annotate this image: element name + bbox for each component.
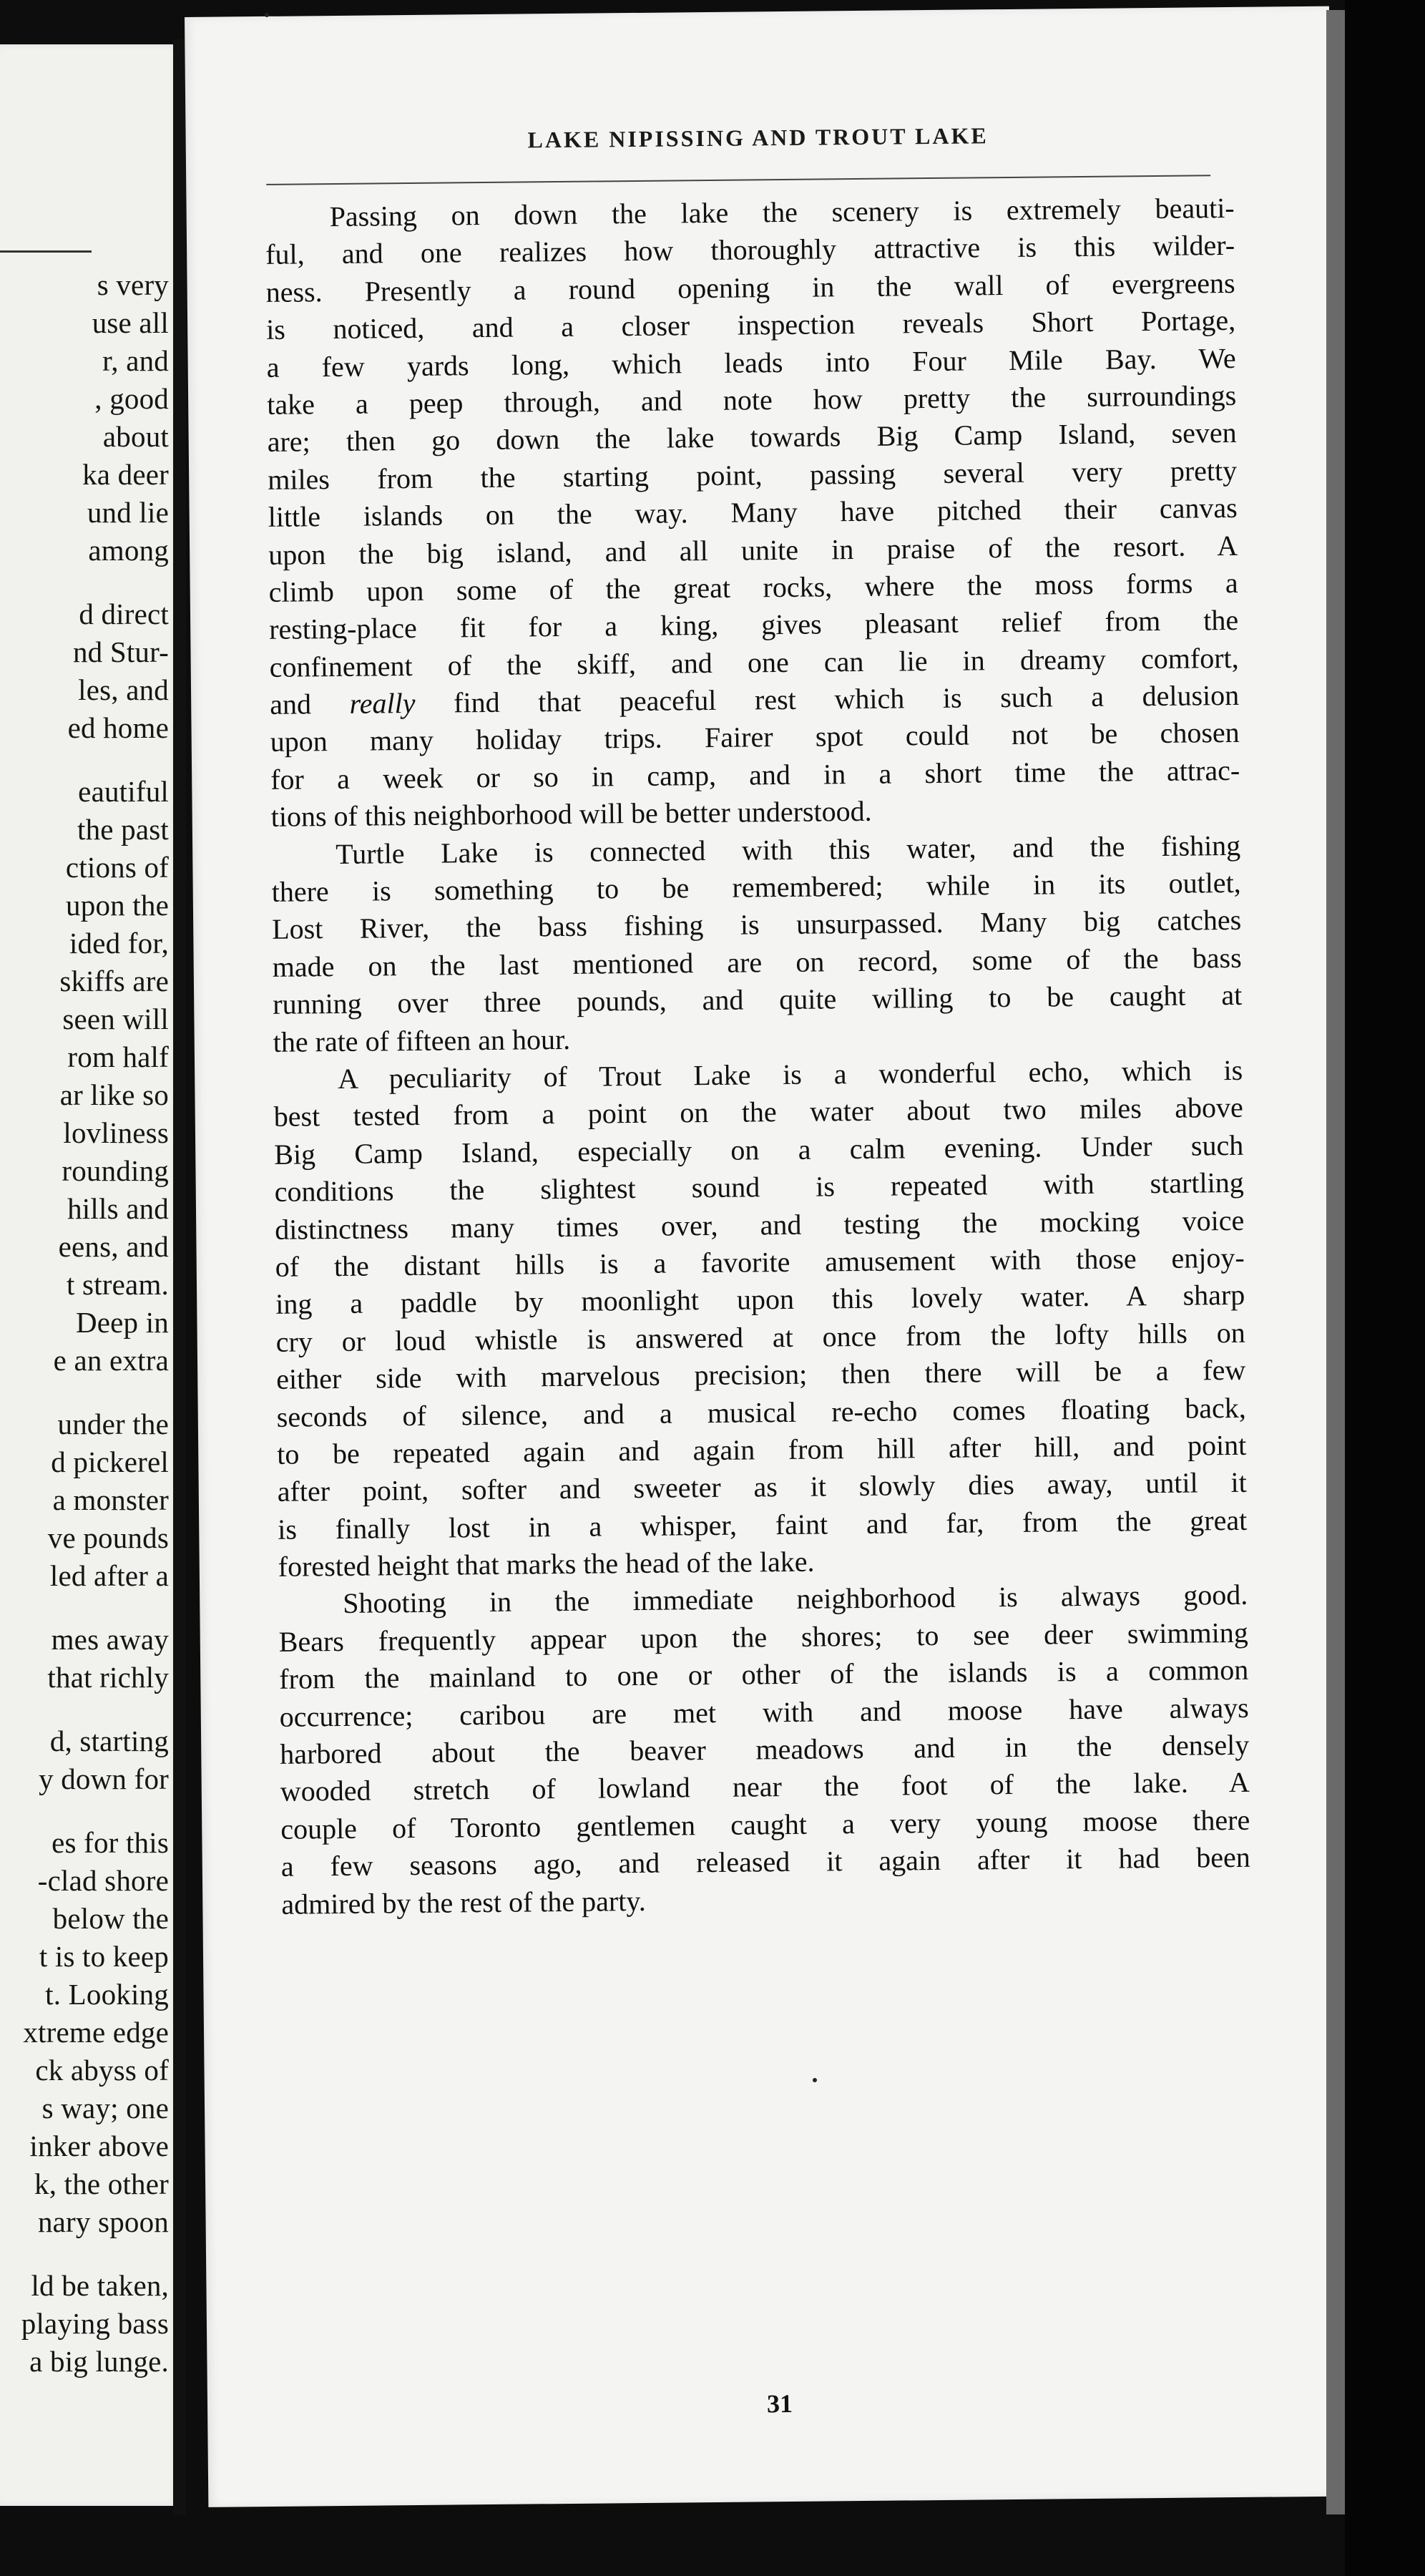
text-line: A peculiarity of Trout Lake is a wonderful echo, which is bbox=[338, 1053, 1243, 1095]
left-page-line: Deep in bbox=[75, 1306, 169, 1339]
left-page-line: les, and bbox=[78, 673, 169, 706]
left-page-line: s way; one bbox=[41, 2092, 169, 2124]
left-page-line: under the bbox=[57, 1407, 169, 1440]
left-page-line: a monster bbox=[52, 1483, 169, 1516]
text-line: for a week or so in camp, and in a short time the attrac- bbox=[270, 753, 1240, 796]
left-page-gap bbox=[0, 570, 169, 595]
left-page-line: about bbox=[102, 420, 169, 453]
text-line: to be repeated again and again from hill after hill, and point bbox=[277, 1428, 1247, 1470]
text-line: admired by the rest of the party. bbox=[281, 1884, 646, 1921]
text-line: Turtle Lake is connected with this water, and the fishing bbox=[336, 829, 1241, 870]
text-line: from the mainland to one or other of the islands is a common bbox=[279, 1654, 1249, 1696]
text-line: ness. Presently a round opening in the wall of evergreens bbox=[265, 266, 1235, 308]
text-line: Passing on down the lake the scenery is extremely beauti- bbox=[329, 191, 1235, 233]
left-page-line: eautiful bbox=[78, 775, 169, 808]
running-head: LAKE NIPISSING AND TROUT LAKE bbox=[527, 122, 989, 153]
text-line: either side with marvelous precision; then there will be a few bbox=[276, 1353, 1246, 1395]
book-page bbox=[185, 6, 1353, 2507]
text-line: upon the big island, and all unite in praise of the resort. A bbox=[268, 529, 1238, 571]
left-page-line: ctions of bbox=[65, 851, 169, 884]
text-line: upon many holiday trips. Fairer spot could not be chosen bbox=[270, 716, 1240, 758]
left-page-line: below the bbox=[52, 1902, 169, 1935]
text-line: running over three pounds, and quite willing to be caught at bbox=[273, 979, 1243, 1021]
text-line: after point, softer and sweeter as it slowly dies away, until it bbox=[277, 1466, 1247, 1508]
left-page-line: that richly bbox=[47, 1661, 169, 1694]
left-page-line: t is to keep bbox=[39, 1940, 169, 1973]
emphasis: really bbox=[349, 687, 416, 720]
left-page-line: led after a bbox=[49, 1559, 169, 1592]
left-page-gap bbox=[0, 1697, 169, 1722]
facing-page-fragment bbox=[0, 44, 179, 2506]
left-page-rule bbox=[0, 250, 92, 253]
text-line: a few seasons ago, and released it again after it had been bbox=[280, 1841, 1250, 1883]
text-line: made on the last mentioned are on record, some of the bass bbox=[272, 941, 1242, 983]
left-page-line: k, the other bbox=[34, 2167, 169, 2200]
left-page-line: use all bbox=[92, 306, 169, 339]
text-line: is finally lost in a whisper, faint and far, from the great bbox=[278, 1503, 1248, 1546]
left-page-line: upon the bbox=[66, 889, 169, 922]
text-line: best tested from a point on the water about two miles above bbox=[273, 1091, 1243, 1133]
scan-speck bbox=[265, 13, 269, 17]
left-page-line: ed home bbox=[67, 711, 169, 744]
left-page-line: hills and bbox=[67, 1192, 169, 1225]
left-page-line: r, and bbox=[102, 344, 169, 377]
left-page-line: inker above bbox=[29, 2129, 169, 2162]
page-number: 31 bbox=[766, 2389, 793, 2419]
text-line: ing a paddle by moonlight upon this lovely water. A sharp bbox=[275, 1279, 1245, 1321]
text-line: miles from the starting point, passing several very pretty bbox=[267, 454, 1238, 496]
text-line: a few yards long, which leads into Four Mile Bay. We bbox=[266, 341, 1236, 384]
text-line: climb upon some of the great rocks, where the moss forms a bbox=[268, 566, 1238, 608]
text-line: Big Camp Island, especially on a calm evening. Under such bbox=[274, 1128, 1244, 1171]
left-page-line: ck abyss of bbox=[35, 2054, 169, 2087]
left-page-line: -clad shore bbox=[37, 1864, 169, 1897]
text-line: little islands on the way. Many have pitched their canvas bbox=[268, 492, 1238, 534]
left-page-line: ve pounds bbox=[47, 1521, 169, 1554]
text-line: there is something to be remembered; while in its outlet, bbox=[271, 866, 1241, 908]
left-page-line: playing bass bbox=[21, 2307, 169, 2340]
left-page-line: d pickerel bbox=[51, 1445, 169, 1478]
left-page-line: xtreme edge bbox=[23, 2016, 169, 2049]
text-line: conditions the slightest sound is repeated with startling bbox=[274, 1166, 1244, 1209]
left-page-text bbox=[0, 266, 169, 2381]
text-line: Shooting in the immediate neighborhood is always good. bbox=[343, 1579, 1248, 1620]
left-page-line: eens, and bbox=[58, 1230, 169, 1263]
left-page-line: ld be taken, bbox=[31, 2269, 169, 2302]
text-line: is noticed, and a closer inspection reveals Short Portage, bbox=[265, 304, 1236, 346]
text-line: couple of Toronto gentlemen caught a very young moose there bbox=[280, 1803, 1250, 1845]
left-page-line: und lie bbox=[87, 496, 169, 529]
text-line: ful, and one realizes how thoroughly attractive is this wilder- bbox=[265, 229, 1235, 271]
text-line: wooded stretch of lowland near the foot of the lake. A bbox=[280, 1766, 1250, 1808]
left-page-line: a big lunge. bbox=[29, 2345, 169, 2378]
book-gutter bbox=[173, 39, 186, 2515]
left-page-line: e an extra bbox=[53, 1344, 169, 1377]
left-page-line: ided for, bbox=[69, 927, 169, 960]
text-line: of the distant hills is a favorite amusement with those enjoy- bbox=[275, 1241, 1245, 1283]
text-line: Lost River, the bass fishing is unsurpassed. Many big catches bbox=[272, 904, 1242, 946]
left-page-line: t. Looking bbox=[45, 1978, 169, 2011]
left-page-gap bbox=[0, 2241, 169, 2267]
text-line: and really find that peaceful rest which is such a delusion bbox=[270, 678, 1240, 721]
left-page-line: y down for bbox=[39, 1762, 169, 1795]
text-line: distinctness many times over, and testing the mocking voice bbox=[275, 1204, 1245, 1246]
left-page-line: ar like so bbox=[59, 1078, 169, 1111]
text-line: occurrence; caribou are met with and moose have always bbox=[279, 1691, 1249, 1733]
left-page-line: rounding bbox=[62, 1154, 169, 1187]
text-line: Bears frequently appear upon the shores; to see deer swimming bbox=[278, 1616, 1248, 1658]
text-line: forested height that marks the head of the lake. bbox=[278, 1545, 815, 1583]
left-page-line: nary spoon bbox=[37, 2205, 169, 2238]
left-page-gap bbox=[0, 1595, 169, 1621]
scan-speck bbox=[813, 2078, 817, 2082]
text-line: take a peep through, and note how pretty the surroundings bbox=[266, 379, 1237, 421]
left-page-line: d direct bbox=[79, 597, 169, 630]
left-page-line: nd Stur- bbox=[72, 635, 169, 668]
page-edge-shadow bbox=[1326, 10, 1345, 2514]
header-rule bbox=[266, 175, 1210, 185]
left-page-line: seen will bbox=[62, 1002, 169, 1035]
left-page-line: rom half bbox=[67, 1040, 169, 1073]
left-page-line: d, starting bbox=[49, 1724, 169, 1757]
text-line: are; then go down the lake towards Big Camp Island, seven bbox=[267, 416, 1237, 459]
left-page-line: lovliness bbox=[63, 1116, 169, 1149]
text-line: confinement of the skiff, and one can lie in dreamy comfort, bbox=[269, 641, 1239, 683]
left-page-line: the past bbox=[77, 813, 169, 846]
text-line: tions of this neighborhood will be better understood. bbox=[270, 795, 872, 834]
text-line: cry or loud whistle is answered at once from the lofty hills on bbox=[275, 1316, 1245, 1358]
left-page-gap bbox=[0, 1798, 169, 1824]
text-line: the rate of fifteen an hour. bbox=[273, 1023, 571, 1058]
left-page-gap bbox=[0, 747, 169, 773]
text-line: resting-place fit for a king, gives pleasant relief from the bbox=[269, 604, 1239, 646]
left-page-line: s very bbox=[97, 268, 169, 301]
left-page-line: t stream. bbox=[67, 1268, 169, 1301]
left-page-gap bbox=[0, 1380, 169, 1405]
left-page-line: skiffs are bbox=[59, 965, 169, 997]
left-page-line: mes away bbox=[51, 1623, 169, 1656]
left-page-line: among bbox=[88, 534, 169, 567]
left-page-line: ka deer bbox=[82, 458, 169, 491]
body-text bbox=[265, 190, 1250, 1923]
left-page-line: , good bbox=[94, 382, 169, 415]
scan-background bbox=[1345, 0, 1425, 2576]
text-line: harbored about the beaver meadows and in the densely bbox=[280, 1728, 1250, 1770]
text-line: seconds of silence, and a musical re-echo comes floating back, bbox=[276, 1391, 1246, 1433]
left-page-line: es for this bbox=[52, 1826, 169, 1859]
